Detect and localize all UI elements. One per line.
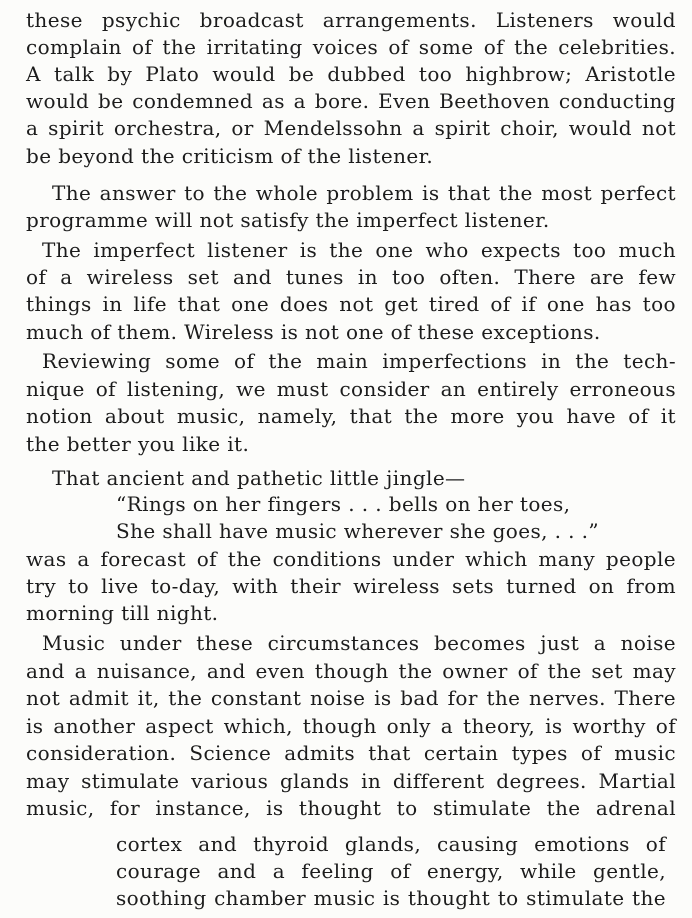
- text-line: notion about music, namely, that the more you have of it: [26, 404, 676, 428]
- text-line: nique of listening, we must consider an entirely erroneous: [26, 377, 676, 401]
- text-line: consideration. Science admits that certain types of music: [26, 741, 676, 765]
- text-line: Reviewing some of the main imperfections in the tech-: [42, 349, 676, 373]
- text-line: That ancient and pathetic little jingle—: [52, 466, 466, 490]
- text-line: not admit it, the constant noise is bad for the nerves. There: [26, 686, 676, 710]
- text-line: of a wireless set and tunes in too often. There are few: [26, 265, 676, 289]
- text-line: try to live to-day, with their wireless sets turned on from: [26, 574, 676, 598]
- text-line: the better you like it.: [26, 432, 250, 456]
- text-line: was a forecast of the conditions under which many people: [26, 547, 676, 571]
- text-line: cortex and thyroid glands, causing emotions of: [116, 832, 666, 856]
- text-line: morning till night.: [26, 601, 219, 625]
- text-line: music, for instance, is thought to stimulate the adrenal: [26, 796, 676, 820]
- text-line: may stimulate various glands in different degrees. Martial: [26, 769, 676, 793]
- text-line: A talk by Plato would be dubbed too highbrow; Aristotle: [26, 62, 676, 86]
- text-line: a spirit orchestra, or Mendelssohn a spirit choir, would not: [26, 116, 676, 140]
- text-line: Music under these circumstances becomes just a noise: [42, 631, 676, 655]
- text-line: would be condemned as a bore. Even Beethoven conducting: [26, 89, 676, 113]
- text-line: soothing chamber music is thought to stimulate the: [116, 886, 666, 910]
- text-line: and a nuisance, and even though the owner of the set may: [26, 659, 676, 683]
- text-line: is another aspect which, though only a theory, is worthy of: [26, 714, 676, 738]
- text-line: much of them. Wireless is not one of these exceptions.: [26, 320, 601, 344]
- text-line: The answer to the whole problem is that the most perfect: [52, 181, 676, 205]
- verse-line: She shall have music wherever she goes, . . .”: [116, 519, 600, 543]
- text-line: things in life that one does not get tired of if one has too: [26, 292, 676, 316]
- text-line: The imperfect listener is the one who expects too much: [42, 238, 676, 262]
- text-line: complain of the irritating voices of some of the celebrities.: [26, 35, 676, 59]
- text-line: these psychic broadcast arrangements. Listeners would: [26, 8, 676, 32]
- text-line: courage and a feeling of energy, while gentle,: [116, 859, 666, 883]
- verse-line: “Rings on her fingers . . . bells on her toes,: [116, 492, 571, 516]
- text-line: programme will not satisfy the imperfect listener.: [26, 208, 550, 232]
- text-line: be beyond the criticism of the listener.: [26, 144, 434, 168]
